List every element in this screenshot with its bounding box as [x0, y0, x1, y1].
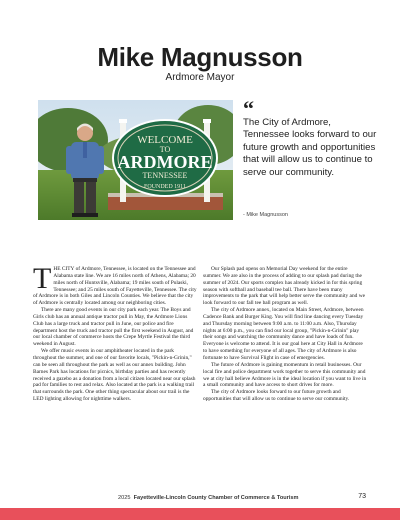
paragraph: The future of Ardmore is gaining momentum in retail businesses. Our local fire and police department work together to serve this community and we at city hall believe Ardmore is in the ideal location if you want to live in a small community and have access to short drives for more.	[203, 361, 367, 389]
sign-text-welcome: WELCOME	[137, 134, 193, 146]
footer-publication: Fayetteville-Lincoln County Chamber of Commerce & Tourism	[133, 495, 299, 501]
paragraph: The city of Ardmore looks forward to our future growth and opportunities that will allow us to continue to serve our community.	[203, 389, 350, 403]
mayor-photo	[38, 100, 233, 220]
sign-text-ardmore: ARDMORE	[117, 152, 213, 172]
page-footer	[118, 495, 299, 501]
paragraph: The city of Ardmore annex, located on Main Street, Ardmore, between Cadence Bank and Burger King. You will find line dancing every Tuesday and Thursday morning between 9:00 a.m. to 11:00 a.m. Also, Thursday nights at 6:00 p.m., you can find our local group, "Pickin-n-Grinin" play their songs and watching the community dance and have loads of fun. Everyone is welcome to attend. It is our goal here at City Hall in Ardmore to have something for everyone of all ages. The city of Ardmore is also fortunate to have Survival Flight in case of emergencies.	[203, 307, 364, 361]
sign-text-tennessee: TENNESSEE	[142, 171, 188, 180]
article-column-left	[33, 262, 197, 403]
article-column-right	[203, 266, 367, 403]
sign-text-to: TO	[159, 145, 171, 154]
paragraph: We offer music events in our amphitheater located in the park throughout the summer, and one of our favorite locals, "Pickin-n-Grinin," can be seen all throughout the park as well as our annex building. John Barnes Park has locations for picnics, birthday parties and has recently received a gazebo as a donation from a local citizen located near our splash pad for families to rest and relax. Also located at the park is a walking trail that surrounds the park. One other thing spectacular about our trail is the LED lighting allowing for nighttime walkers.	[33, 348, 196, 403]
article-title: Mike Magnusson	[97, 42, 303, 72]
paragraph: Our Splash pad opens on Memorial Day weekend for the entire summer. We are also in the process of adding to our splash pad during the summer of 2024. Our sports complex has already kicked in for this spring season with softball and baseball tee ball. There have been many improvements to the park that will help better serve the community and we look forward to our fall tee ball program as well.	[203, 266, 365, 307]
quote-mark-icon: “	[243, 96, 254, 121]
dropcap: T	[33, 262, 52, 295]
article-subtitle: Ardmore Mayor	[165, 72, 235, 83]
sign-text-founded: FOUNDED 1911	[144, 184, 186, 190]
quote-attribution: - Mike Magnusson	[243, 212, 288, 218]
footer-year: 2025	[118, 495, 131, 501]
accent-bar	[0, 508, 400, 520]
paragraph: There are many good events in our city park each year. The Boys and Girls club has an annual antique tractor pull in May, the Ardmore Lions Club has a large truck and tractor pull in June, our police and fire department host the truck and tractor pull the first weekend in August, and our local chamber of commerce hosts the Crepe Myrtle Festival the third weekend in August.	[33, 307, 194, 348]
pull-quote: The City of Ardmore, Tennessee looks forward to our future growth and opportunities that will allow us to continue to serve our community.	[243, 117, 377, 178]
welcome-sign-photo	[38, 100, 233, 220]
paragraph: THE CITY of Ardmore, Tennessee, is located on the Tennessee and Alabama state line. We are 16 miles north of Athens, Alabama; 20 miles north of Huntsville, Alabama; 19 miles south of Pulaski, Tennessee; and 25 miles south of Fayetteville, Tennessee. The city of Ardmore is in both Giles and Lincoln Counties. We believe that the city of Ardmore is centrally located among our neighboring cities.	[33, 262, 197, 307]
page-number: 73	[358, 493, 366, 500]
